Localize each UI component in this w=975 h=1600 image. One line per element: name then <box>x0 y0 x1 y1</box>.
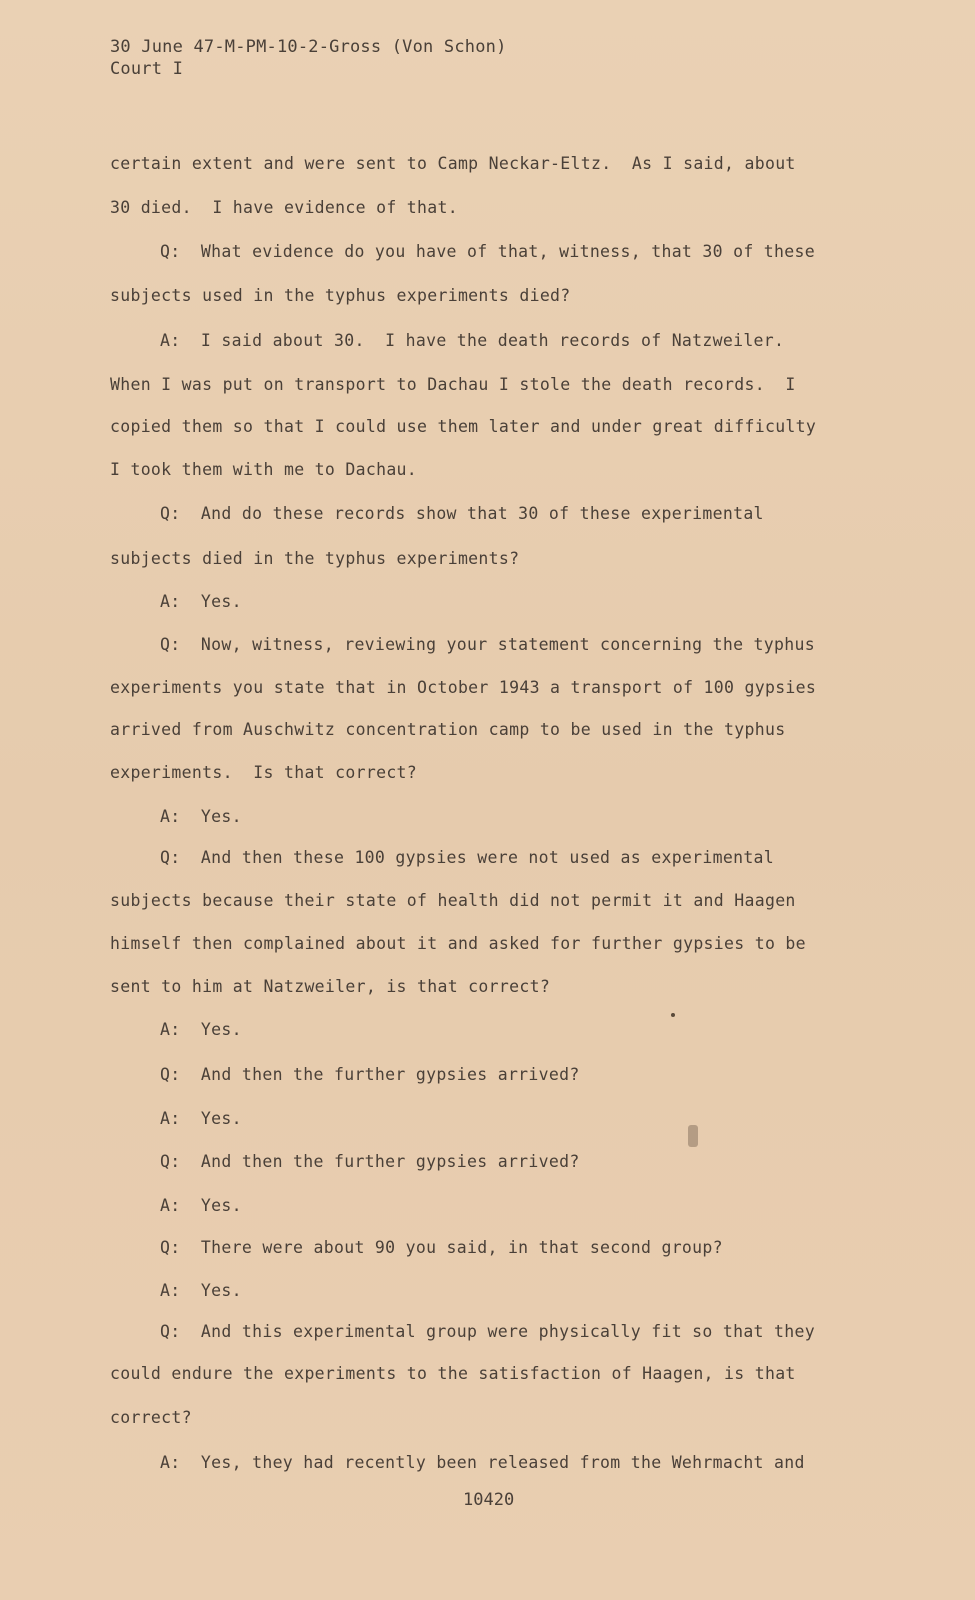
text-line: Q: And do these records show that 30 of these experimental <box>160 504 764 523</box>
text-line: Q: And then the further gypsies arrived? <box>160 1065 580 1084</box>
text-line: Q: Now, witness, reviewing your statement concerning the typhus <box>160 635 815 654</box>
text-line: subjects used in the typhus experiments died? <box>110 286 571 305</box>
text-line: correct? <box>110 1408 192 1427</box>
header-line-2: Court I <box>110 59 184 79</box>
text-line: experiments you state that in October 1943 a transport of 100 gypsies <box>110 678 817 697</box>
text-line: I took them with me to Dachau. <box>110 460 418 479</box>
ink-smudge <box>688 1125 698 1147</box>
text-line: When I was put on transport to Dachau I stole the death records. I <box>110 375 796 394</box>
text-line: arrived from Auschwitz concentration camp to be used in the typhus <box>110 720 786 739</box>
header-line-1: 30 June 47-M-PM-10-2-Gross (Von Schon) <box>110 37 507 57</box>
text-line: A: Yes. <box>160 592 242 611</box>
text-line: A: Yes. <box>160 1196 242 1215</box>
text-line: subjects because their state of health did not permit it and Haagen <box>110 891 796 910</box>
document-header <box>110 36 507 80</box>
text-line: Q: There were about 90 you said, in that second group? <box>160 1238 723 1257</box>
text-line: Q: And then the further gypsies arrived? <box>160 1152 580 1171</box>
text-line: Q: And then these 100 gypsies were not used as experimental <box>160 848 775 867</box>
text-line: 30 died. I have evidence of that. <box>110 198 458 217</box>
text-line: A: Yes. <box>160 1109 242 1128</box>
text-line: A: Yes. <box>160 1281 242 1300</box>
text-line: certain extent and were sent to Camp Neckar-Eltz. As I said, about <box>110 154 796 173</box>
text-line: A: Yes, they had recently been released from the Wehrmacht and <box>160 1453 805 1472</box>
text-line: sent to him at Natzweiler, is that correct? <box>110 977 551 996</box>
text-line: A: Yes. <box>160 1020 242 1039</box>
text-line: A: I said about 30. I have the death records of Natzweiler. <box>160 331 785 350</box>
ink-speck <box>671 1013 675 1017</box>
text-line: himself then complained about it and asked for further gypsies to be <box>110 934 806 953</box>
text-line: Q: What evidence do you have of that, witness, that 30 of these <box>160 242 815 261</box>
text-line: copied them so that I could use them later and under great difficulty <box>110 417 817 436</box>
text-line: experiments. Is that correct? <box>110 763 418 782</box>
text-line: subjects died in the typhus experiments? <box>110 549 520 568</box>
page-number: 10420 <box>463 1490 515 1510</box>
text-line: Q: And this experimental group were physically fit so that they <box>160 1322 815 1341</box>
text-line: could endure the experiments to the satisfaction of Haagen, is that <box>110 1364 796 1383</box>
text-line: A: Yes. <box>160 807 242 826</box>
